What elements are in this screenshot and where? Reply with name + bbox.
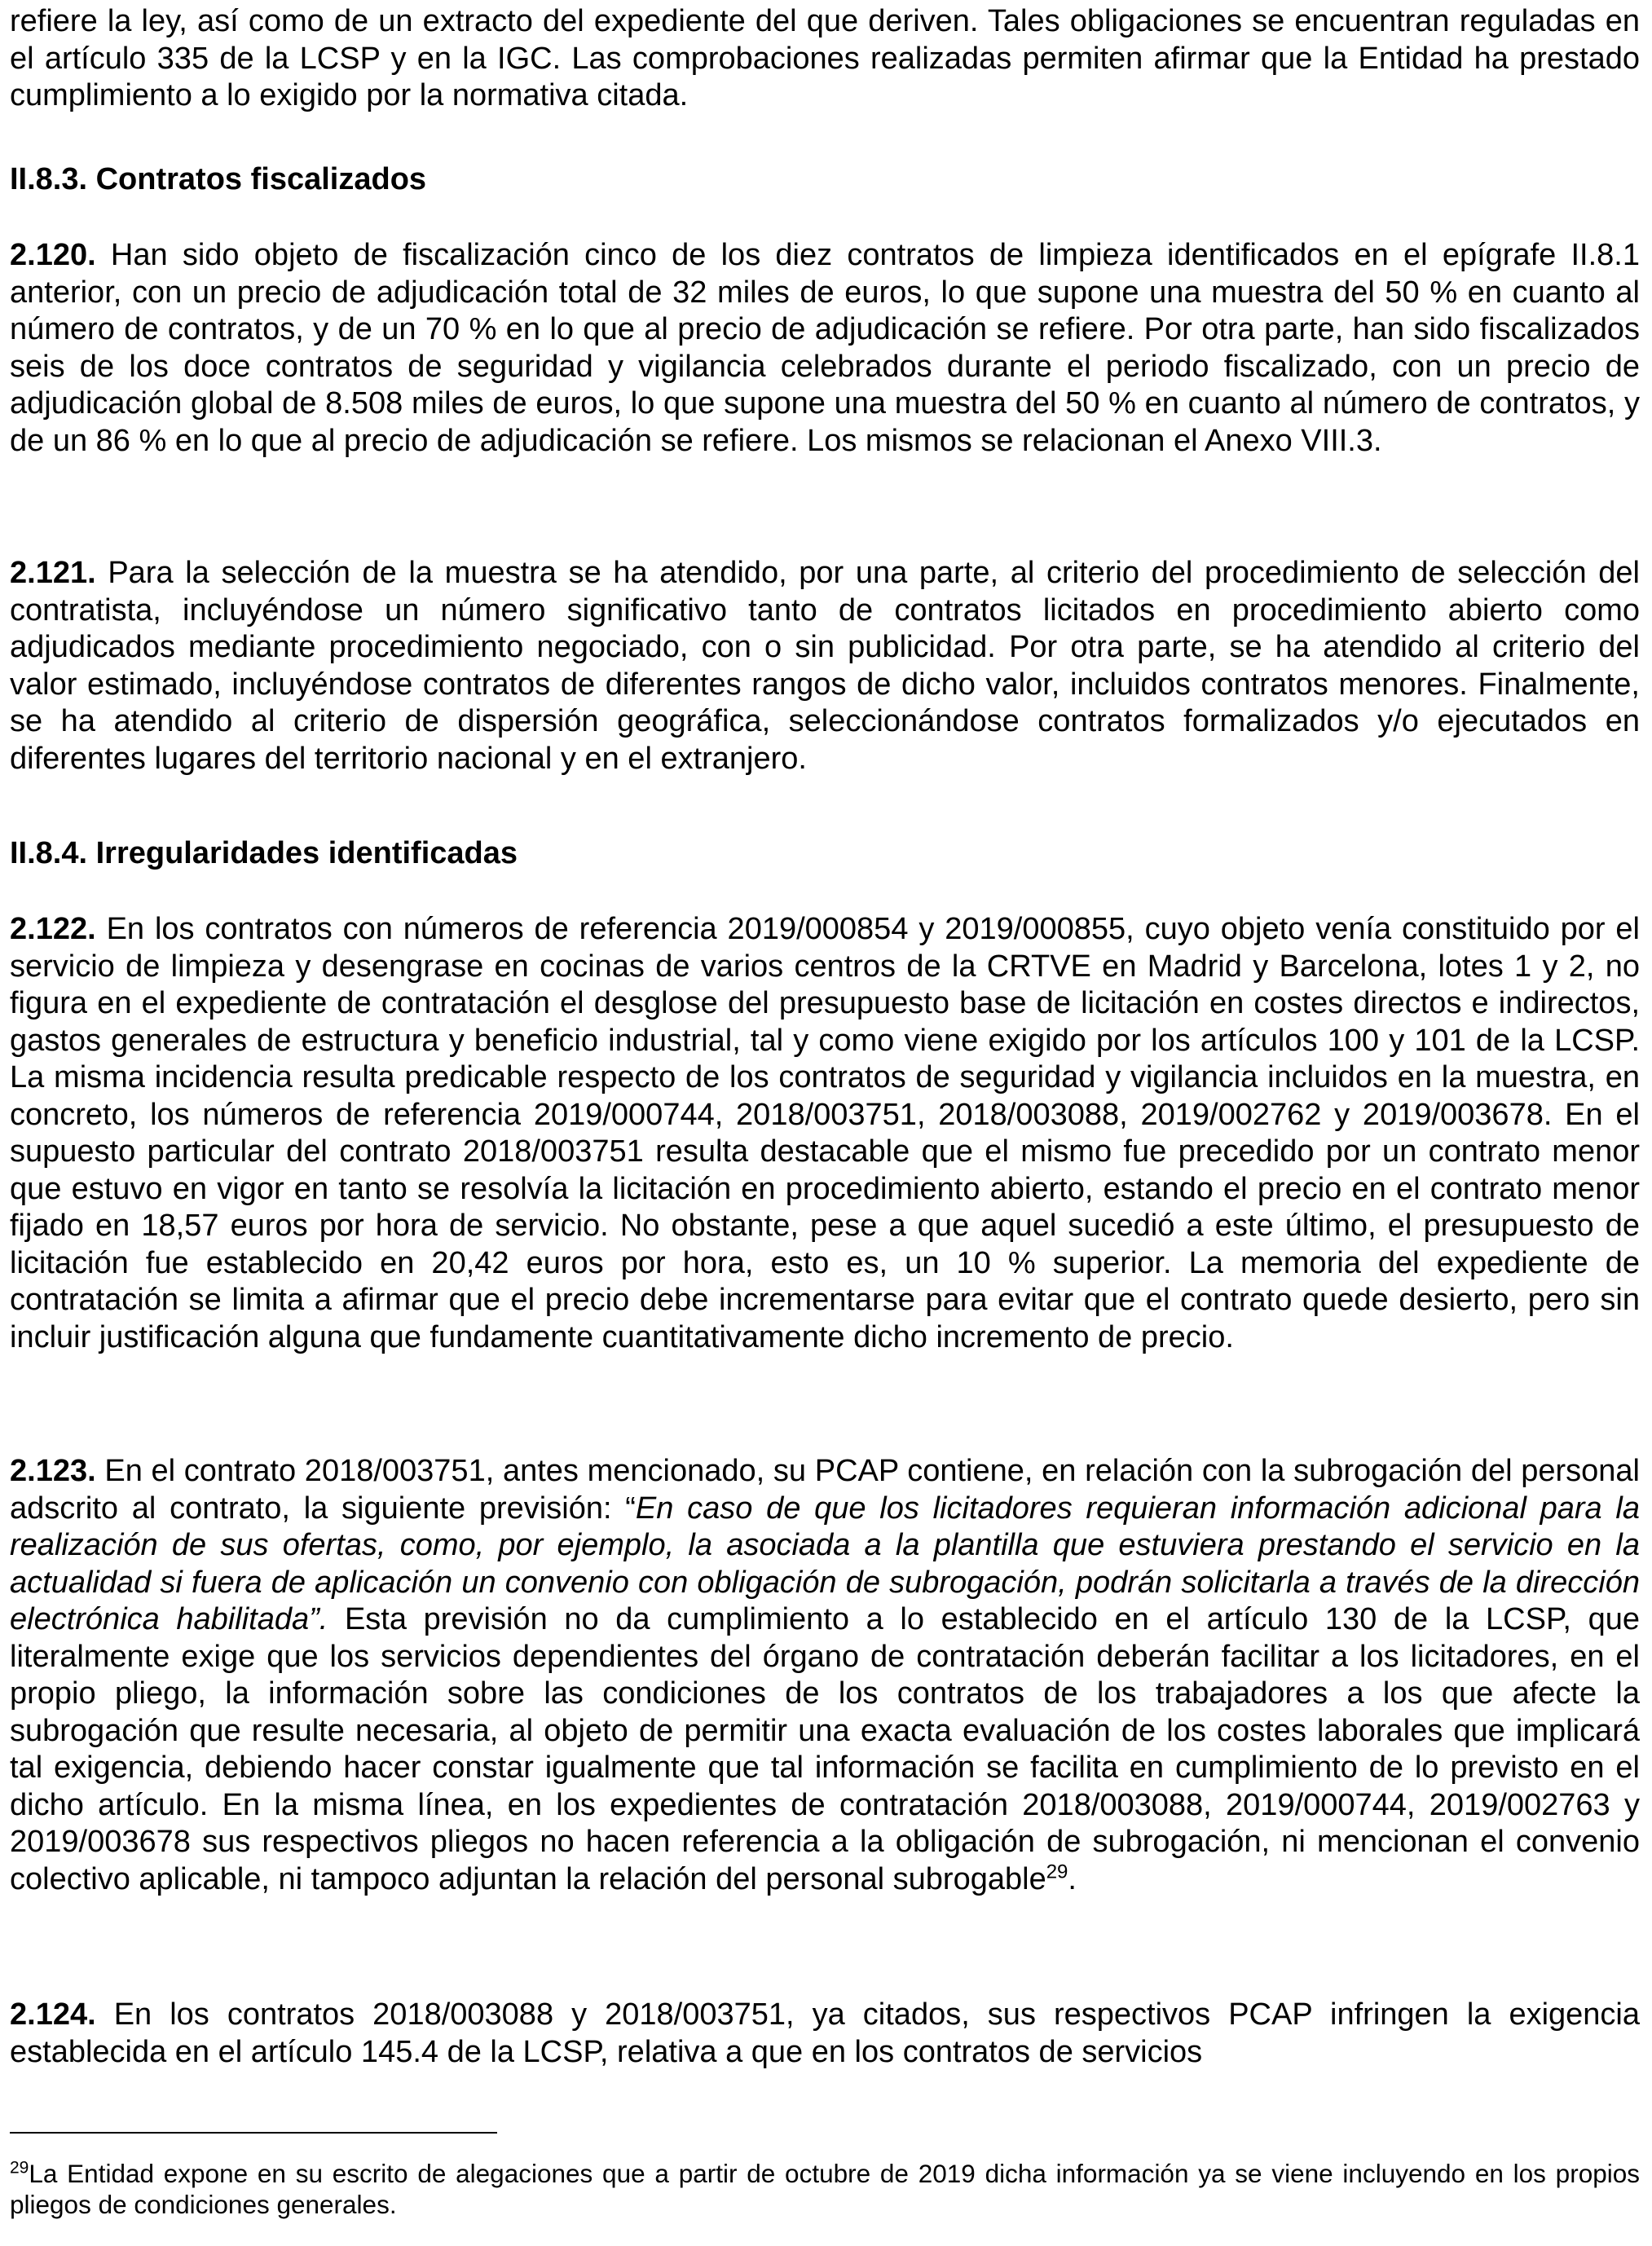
paragraph-text: Han sido objeto de fiscalización cinco de los diez contratos de limpieza identificados en el epígrafe II.8.1 anterior, con un precio de adjudicación total de 32 miles de euros, lo que supone una muestra del 50 % en cuanto al número de contratos, y de un 70 % en lo que al precio de adjudicación se refiere. Por otra parte, han sido fiscalizados seis de los doce contratos de seguridad y vigilancia celebrados durante el periodo fiscalizado, con un precio de adjudicación global de 8.508 miles de euros, lo que supone una muestra del 50 % en cuanto al número de contratos, y de un 86 % en lo que al precio de adjudicación se refiere. Los mismos se relacionan el Anexo VIII.3.	[10, 238, 1640, 458]
paragraph-text-before: En el contrato 2018/003751, antes mencionado, su PCAP contiene, en relación con la subrogación del personal adscrito al contrato, la siguiente previsión: “	[10, 1454, 1640, 1526]
paragraph-number: 2.123.	[10, 1454, 96, 1488]
paragraph-text: En los contratos con números de referencia 2019/000854 y 2019/000855, cuyo objeto venía constituido por el servicio de limpieza y desengrase en cocinas de varios centros de la CRTVE en Madrid y Barcelona, lotes 1 y 2, no figura en el expediente de contratación el desglose del presupuesto base de licitación en costes directos e indirectos, gastos generales de estructura y beneficio industrial, tal y como viene exigido por los artículos 100 y 101 de la LCSP. La misma incidencia resulta predicable respecto de los contratos de seguridad y vigilancia incluidos en la muestra, en concreto, los números de referencia 2019/000744, 2018/003751, 2018/003088, 2019/002762 y 2019/003678. En el supuesto particular del contrato 2018/003751 resulta destacable que el mismo fue precedido por un contrato menor que estuvo en vigor en tanto se resolvía la licitación en procedimiento abierto, estando el precio en el contrato menor fijado en 18,57 euros por hora de servicio. No obstante, pese a que aquel sucedió a este último, el presupuesto de licitación fue establecido en 20,42 euros por hora, esto es, un 10 % superior. La memoria del expediente de contratación se limita a afirmar que el precio debe incrementarse para evitar que el contrato quede desierto, pero sin incluir justificación alguna que fundamente cuantitativamente dicho incremento de precio.	[10, 912, 1641, 1354]
section-heading-irregularidades: II.8.4. Irregularidades identificadas	[10, 836, 518, 870]
section-heading-contratos-fiscalizados: II.8.3. Contratos fiscalizados	[10, 162, 427, 196]
footnote-29	[10, 2158, 1640, 2220]
paragraph-text: En los contratos 2018/003088 y 2018/003751, ya citados, sus respectivos PCAP infringen la exigencia establecida en el artículo 145.4 de la LCSP, relativa a que en los contratos de servicios	[10, 1997, 1641, 2069]
paragraph-2-122	[10, 911, 1640, 1356]
paragraph-text-after: Esta previsión no da cumplimiento a lo establecido en el artículo 130 de la LCSP, que literalmente exige que los servicios dependientes del órgano de contratación deberán facilitar a los licitadores, en el propio pliego, la información sobre las condiciones de los contratos de los trabajadores a los que afecte la subrogación que resulte necesaria, al objeto de permitir una exacta evaluación de los costes laborales que implicará tal exigencia, debiendo hacer constar igualmente que tal información se facilita en cumplimiento de lo previsto en el dicho artículo. En la misma línea, en los expedientes de contratación 2018/003088, 2019/000744, 2019/002763 y 2019/003678 sus respectivos pliegos no hacen referencia a la obligación de subrogación, ni mencionan el convenio colectivo aplicable, ni tampoco adjuntan la relación del personal subrogable	[10, 1602, 1640, 1896]
footnote-marker: 29	[10, 2158, 29, 2178]
paragraph-number: 2.120.	[10, 238, 96, 272]
paragraph-number: 2.121.	[10, 556, 96, 590]
paragraph-number: 2.124.	[10, 1997, 96, 2032]
footnote-text: La Entidad expone en su escrito de alegaciones que a partir de octubre de 2019 dicha información ya se viene incluyendo en los propios pliegos de condiciones generales.	[10, 2159, 1640, 2219]
paragraph-number: 2.122.	[10, 912, 96, 946]
footnote-reference[interactable]: 29	[1046, 1860, 1068, 1883]
quoted-pcap-provision: En caso de que los licitadores requieran información adicional para la realización de sus ofertas, como, por ejemplo, la asociada a la plantilla que estuviera prestando el servicio en la actualidad si fuera de aplicación un convenio con obligación de subrogación, podrán solicitarla a través de la dirección electrónica habilitada”.	[10, 1491, 1640, 1636]
paragraph-2-121	[10, 555, 1640, 777]
paragraph-2-123	[10, 1453, 1640, 1898]
paragraph-2-124	[10, 1997, 1640, 2071]
paragraph-2-120	[10, 237, 1640, 460]
intro-paragraph: refiere la ley, así como de un extracto del expediente del que deriven. Tales obligaciones se encuentran reguladas en el artículo 335 de la LCSP y en la IGC. Las comprobaciones realizadas permiten afirmar que la Entidad ha prestado cumplimiento a lo exigido por la normativa citada.	[10, 4, 1640, 112]
footnote-divider	[10, 2132, 497, 2134]
paragraph-text: Para la selección de la muestra se ha atendido, por una parte, al criterio del procedimiento de selección del contratista, incluyéndose un número significativo tanto de contratos licitados en procedimiento abierto como adjudicados mediante procedimiento negociado, con o sin publicidad. Por otra parte, se ha atendido al criterio del valor estimado, incluyéndose contratos de diferentes rangos de dicho valor, incluidos contratos menores. Finalmente, se ha atendido al criterio de dispersión geográfica, seleccionándose contratos formalizados y/o ejecutados en diferentes lugares del territorio nacional y en el extranjero.	[10, 556, 1640, 776]
paragraph-text-end: .	[1068, 1861, 1077, 1896]
